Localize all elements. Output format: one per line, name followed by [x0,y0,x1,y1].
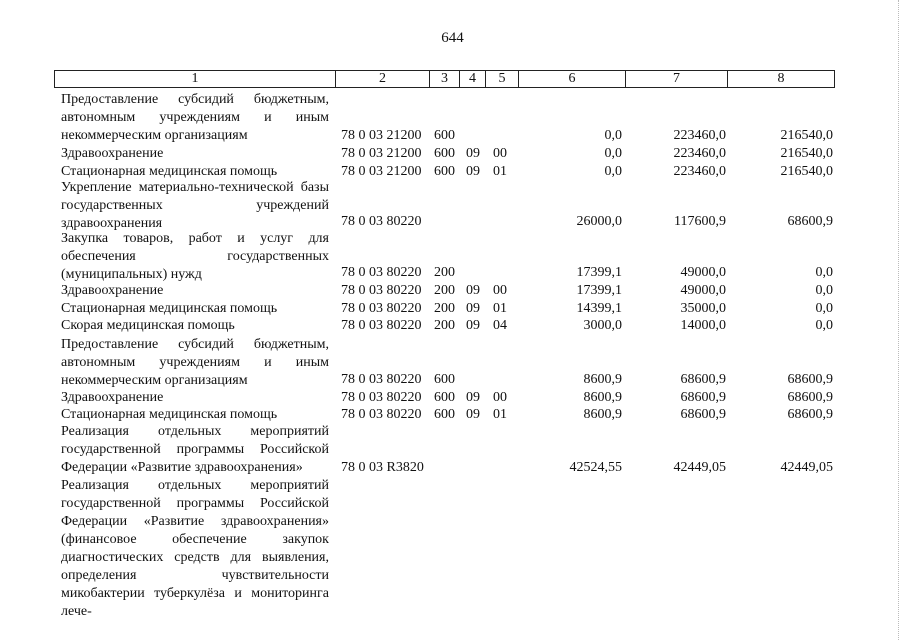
row-code: 78 0 03 21200 [341,164,422,179]
row-v7: 68600,9 [680,390,726,405]
row-c4: 09 [466,283,480,298]
row-name: Стационарная медицинская помощь [61,407,278,422]
header-col-7: 7 [625,71,727,87]
row-v7: 35000,0 [680,301,726,316]
row-v8: 68600,9 [787,407,833,422]
row-v8: 0,0 [815,283,833,298]
row-code: 78 0 03 R3820 [341,460,424,475]
row-v7: 49000,0 [680,283,726,298]
row-v7: 117600,9 [674,214,726,229]
row-v7: 49000,0 [680,265,726,280]
row-c5: 01 [493,407,507,422]
row-v6: 14399,1 [576,301,622,316]
row-v8: 68600,9 [787,372,833,387]
row-code: 78 0 03 80220 [341,283,422,298]
row-v6: 42524,55 [569,460,622,475]
row-name: Стационарная медицинская помощь [61,164,278,179]
row-v8: 42449,05 [780,460,833,475]
row-code: 78 0 03 80220 [341,372,422,387]
row-c5: 01 [493,164,507,179]
row-c4: 09 [466,301,480,316]
row-v7: 68600,9 [680,372,726,387]
row-c5: 00 [493,146,507,161]
row-code: 78 0 03 80220 [341,265,422,280]
row-c4: 09 [466,164,480,179]
row-c3: 600 [434,372,455,387]
row-v6: 26000,0 [576,214,622,229]
row-c4: 09 [466,407,480,422]
row-name: Реализация отдельных мероприятий государственной программы Российской Федерации «Развитие здравоохранения» (финансовое обеспечение закупок диагностических средств для выявления, определения чувствительности микобактерии туберкулёза и мониторинга лече- [61,478,329,619]
row-c3: 200 [434,283,455,298]
row-v8: 68600,9 [787,390,833,405]
row-c4: 09 [466,318,480,333]
row-c4: 09 [466,390,480,405]
row-v8: 0,0 [815,265,833,280]
row-c5: 00 [493,390,507,405]
row-v6: 17399,1 [576,283,622,298]
row-v8: 0,0 [815,301,833,316]
header-col-8: 8 [727,71,834,87]
row-v7: 223460,0 [673,128,726,143]
row-code: 78 0 03 80220 [341,407,422,422]
row-name: Закупка товаров, работ и услуг для обеспечения государственных (муниципальных) нужд [61,231,329,282]
row-name: Укрепление материально-технической базы государственных учреждений здравоохранения [61,180,329,231]
row-c3: 600 [434,146,455,161]
header-col-4: 4 [459,71,485,87]
row-code: 78 0 03 80220 [341,390,422,405]
row-v8: 68600,9 [787,214,833,229]
row-v6: 8600,9 [583,390,622,405]
row-v8: 216540,0 [780,146,833,161]
row-c4: 09 [466,146,480,161]
row-name: Стационарная медицинская помощь [61,301,278,316]
row-v7: 68600,9 [680,407,726,422]
row-c3: 200 [434,318,455,333]
row-v8: 216540,0 [780,128,833,143]
row-v8: 216540,0 [780,164,833,179]
row-code: 78 0 03 21200 [341,128,422,143]
row-code: 78 0 03 80220 [341,301,422,316]
row-c3: 200 [434,301,455,316]
row-c3: 600 [434,390,455,405]
row-name: Предоставление субсидий бюджетным, автономным учреждениям и иным некоммерческим организациям [61,92,329,143]
row-c3: 600 [434,407,455,422]
row-v7: 42449,05 [673,460,726,475]
row-name: Здравоохранение [61,283,164,298]
table-header [54,70,835,88]
row-v6: 0,0 [604,164,622,179]
header-col-1: 1 [191,71,199,86]
row-c3: 600 [434,128,455,143]
row-name: Реализация отдельных мероприятий государственной программы Российской Федерации «Развитие здравоохранения» [61,424,329,475]
page-number: 644 [441,30,464,46]
row-v6: 0,0 [604,128,622,143]
row-c5: 01 [493,301,507,316]
row-code: 78 0 03 80220 [341,214,422,229]
row-code: 78 0 03 80220 [341,318,422,333]
row-v6: 17399,1 [576,265,622,280]
row-v6: 3000,0 [583,318,622,333]
row-name: Здравоохранение [61,146,164,161]
row-c5: 00 [493,283,507,298]
row-name: Скорая медицинская помощь [61,318,235,333]
row-v6: 0,0 [604,146,622,161]
row-c3: 200 [434,265,455,280]
row-name: Предоставление субсидий бюджетным, автономным учреждениям и иным некоммерческим организациям [61,337,329,388]
row-v7: 223460,0 [673,146,726,161]
row-c5: 04 [493,318,507,333]
header-col-5: 5 [485,71,518,87]
page-edge [897,0,899,640]
header-col-2: 2 [335,71,429,87]
row-name: Здравоохранение [61,390,164,405]
row-v7: 14000,0 [680,318,726,333]
row-v8: 0,0 [815,318,833,333]
row-v6: 8600,9 [583,407,622,422]
row-code: 78 0 03 21200 [341,146,422,161]
header-col-6: 6 [518,71,625,87]
row-v7: 223460,0 [673,164,726,179]
row-c3: 600 [434,164,455,179]
row-v6: 8600,9 [583,372,622,387]
header-col-3: 3 [429,71,459,87]
